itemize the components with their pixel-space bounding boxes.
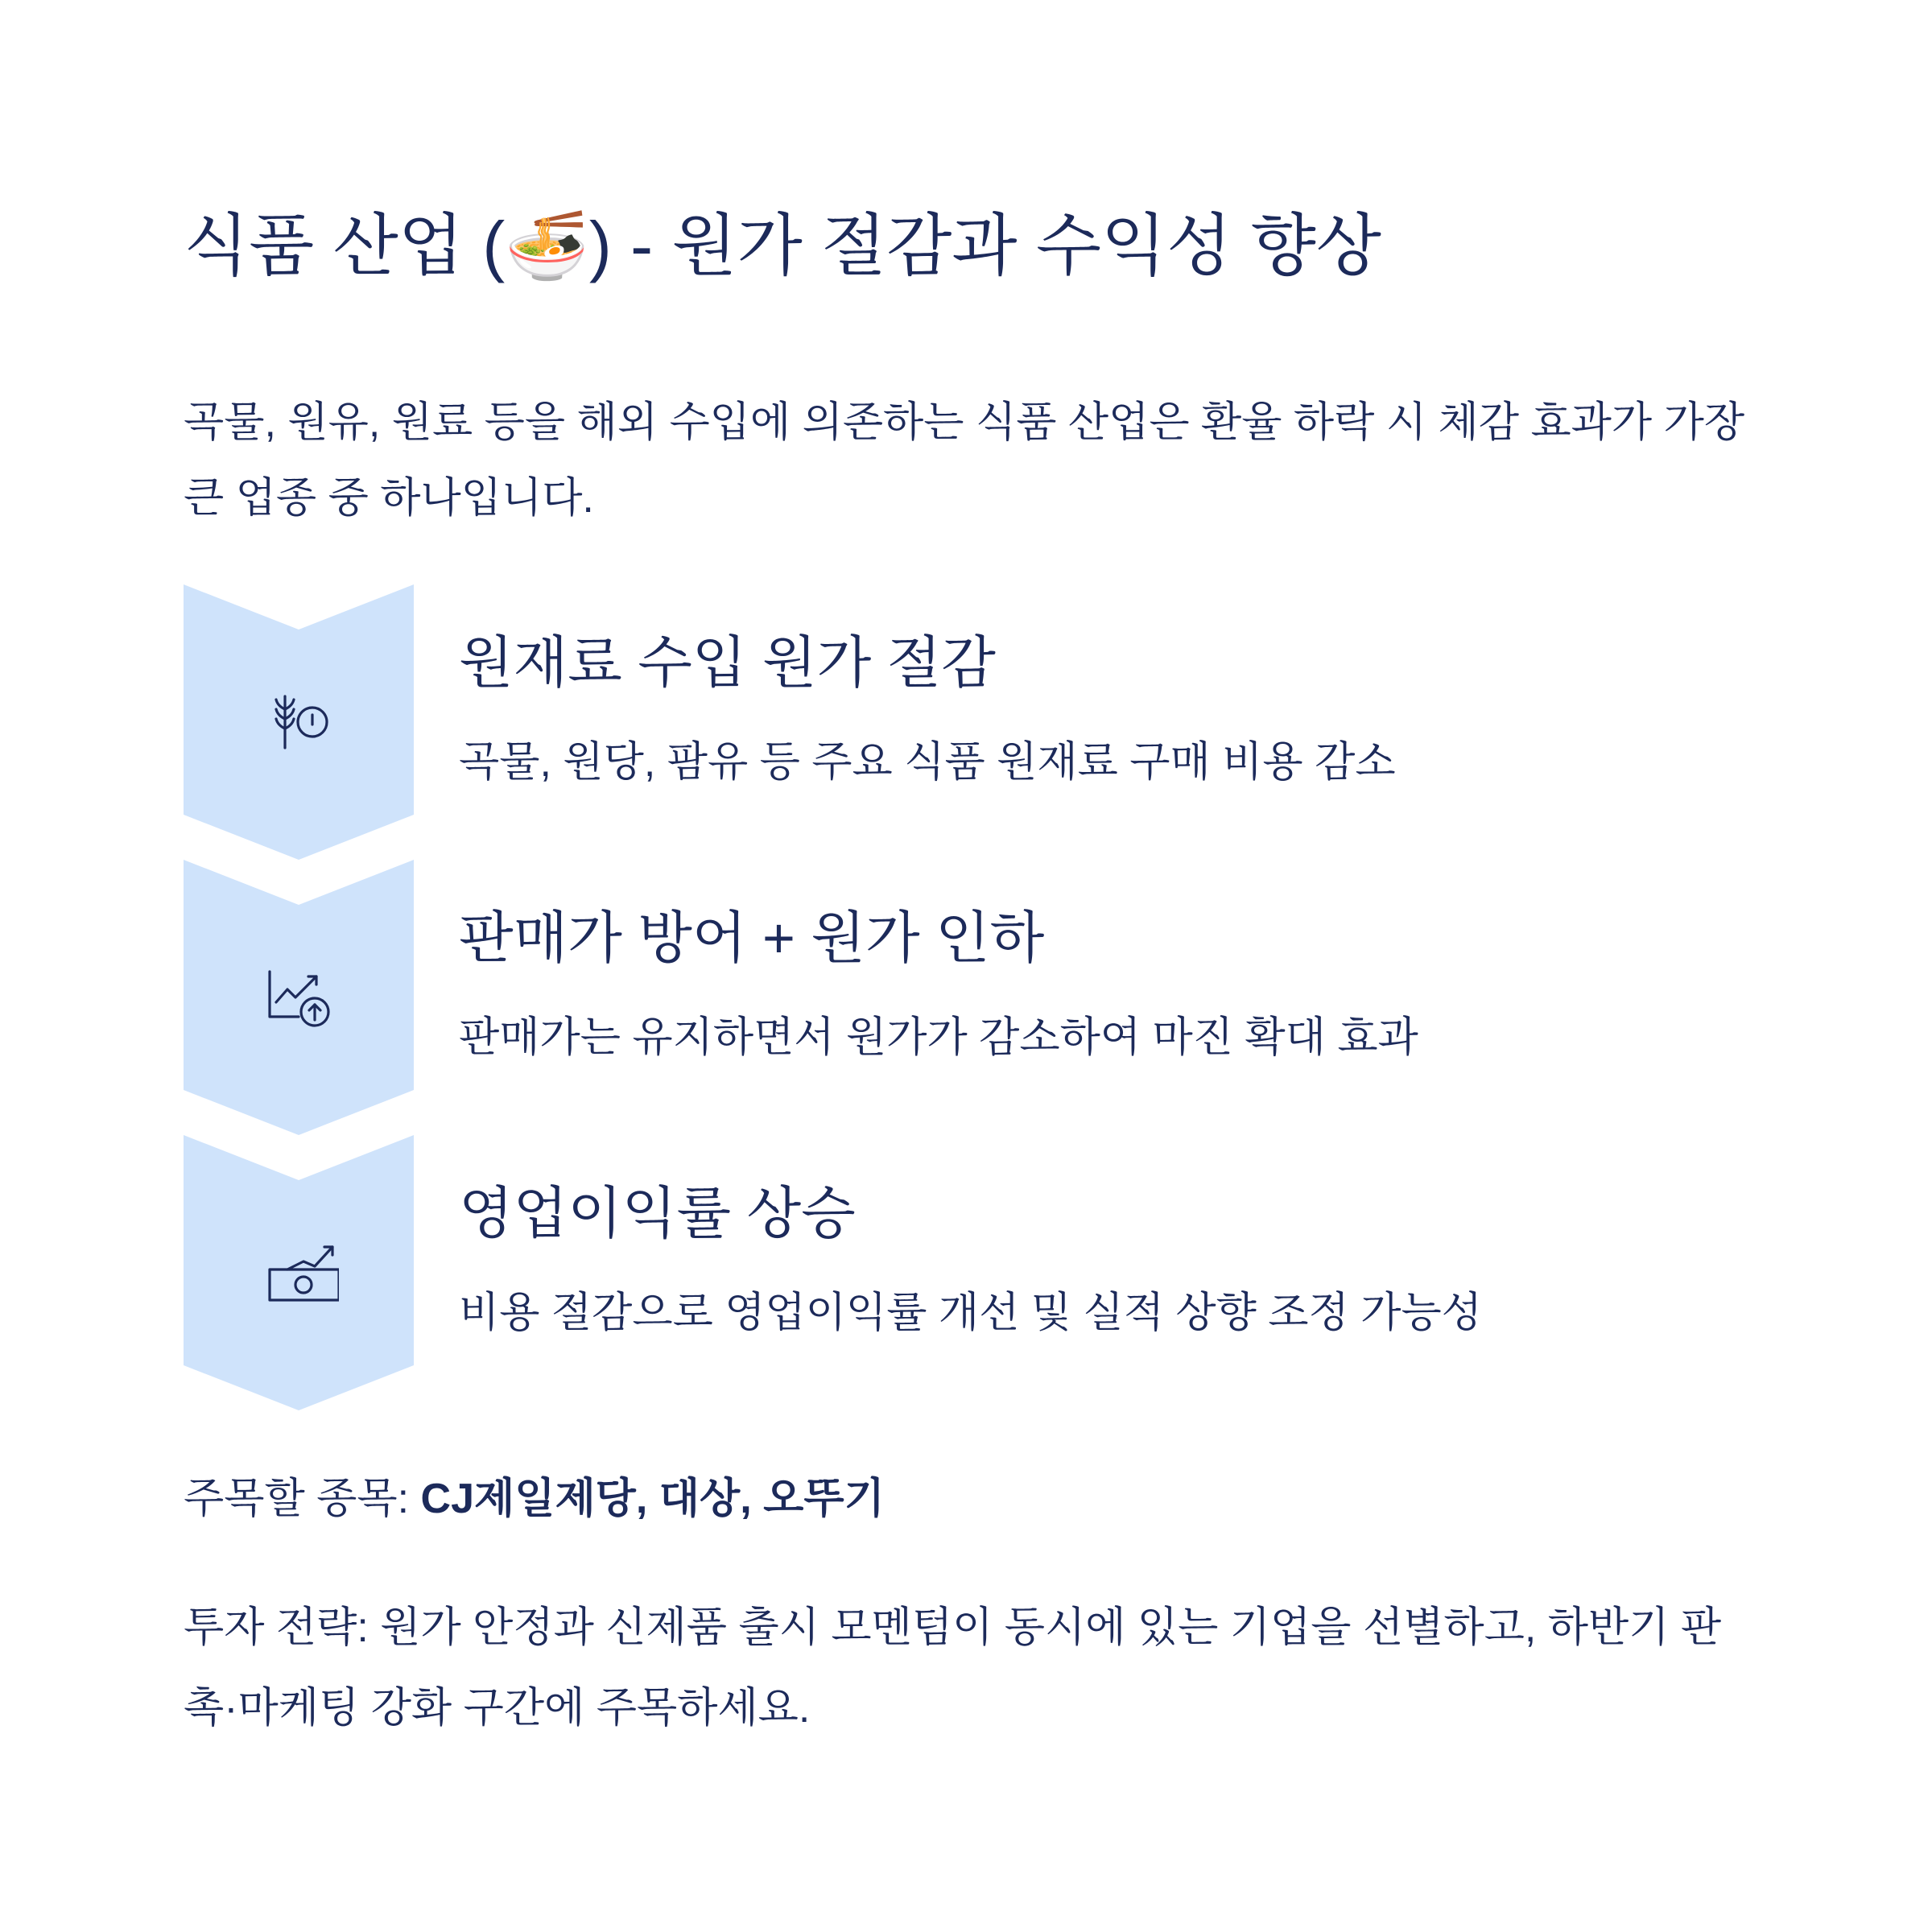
step-description: 비용 절감으로 영업이익률 개선 및 실적 상향 조정 가능성 [459, 1290, 1482, 1336]
step-cost-reduction [184, 584, 1761, 860]
process-steps [184, 584, 1761, 1410]
step-title: 원재료 수입 원가 절감 [459, 631, 996, 694]
money-growth-icon [258, 1232, 339, 1313]
title-text-before: 식품 산업 ( [184, 208, 506, 283]
wheat-clock-icon [258, 682, 339, 762]
intro-paragraph: 곡물, 원유, 원료 등을 해외 수입에 의존하는 식품 산업은 환율 하락 시 체감 효과가 가장 큰 업종 중 하나입니다. [184, 399, 1745, 522]
strategy-paragraph: 투자 전략: 원가 안정과 신제품 출시 모멘텀이 동시에 있는 기업을 선별하고, 하반기 판촉·마케팅 강화 구간에 주목하세요. [184, 1604, 1722, 1732]
ramen-emoji-icon: 🍜 [505, 206, 589, 285]
watchlist-label: 주목할 종목: [184, 1476, 421, 1522]
watchlist-stocks: CJ제일제당, 대상, 오뚜기 [420, 1476, 885, 1522]
step-margin-increase [184, 1135, 1761, 1410]
page-title [184, 201, 1381, 290]
step-description: 곡물, 원당, 팜유 등 주요 식품 원재료 구매 비용 감소 [459, 739, 1396, 786]
step-title: 판매가 방어 + 원가 인하 [459, 906, 1045, 969]
title-text-after: ) - 원가 절감과 수익성 향상 [588, 208, 1381, 283]
chart-up-arrow-icon [258, 957, 339, 1038]
watchlist [184, 1467, 885, 1531]
step-title: 영업이익률 상승 [459, 1182, 856, 1245]
step-price-defense [184, 860, 1761, 1135]
step-description: 판매가는 유지하면서 원가가 감소하여 마진 확대 효과 [459, 1014, 1418, 1061]
